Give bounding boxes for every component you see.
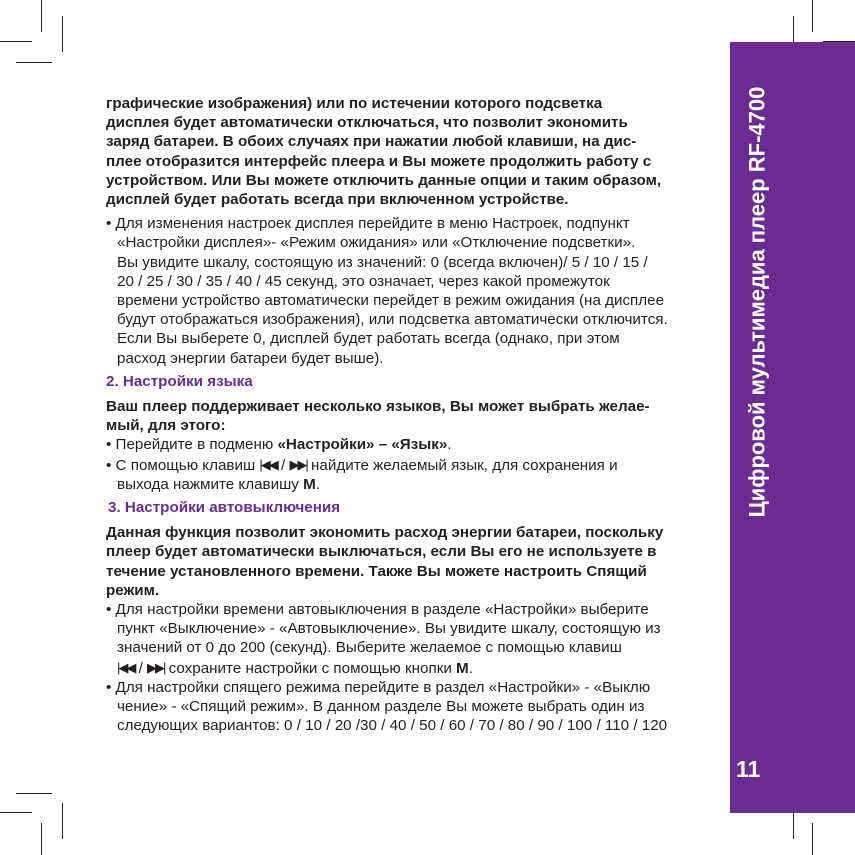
side-title-text: Цифровой мультимедиа плеер RF-4700 [744,86,770,518]
menu-path: «Настройки» – «Язык» [277,436,448,454]
section-heading-language: 2. Настройки языка [106,372,253,390]
crop-mark [16,62,52,63]
language-bullet-1 [106,435,706,454]
display-settings-bullet [106,214,706,368]
crop-mark [41,823,42,855]
text-line: • Для настройки спящего режима перейдите в раздел «Настройки» - «Выклю [106,678,651,696]
text-line: устройством. Или Вы можете отключить данные опции и таким образом, [106,171,662,189]
next-track-icon: ▶▶| [147,659,165,675]
text-line: Данная функция позволит экономить расход энергии батареи, поскольку [106,524,664,542]
language-bullet-2: • С помощью клавиш |◀◀ / ▶▶| найдите желаемый язык, для сохранения и выхода нажмите клавишу M. [106,456,618,493]
text-line: течение установленного времени. Также Вы можете настроить Спящий [106,562,647,580]
text-line: Если Вы выберете 0, дисплей будет работать всегда (однако, при этом [117,330,620,348]
text-line: расход энергии батареи будет выше). [117,349,384,367]
page-number: 11 [736,756,761,782]
key-label: M [456,659,469,677]
text-fragment: . [315,475,320,493]
text-fragment: сохраните настройки с помощью кнопки [164,659,457,677]
autooff-intro [106,523,706,600]
text-line: пункт «Выключение» - «Автовыключение». Вы увидите шкалу, состоящую из [117,620,661,638]
autooff-bullet-1: • Для настройки времени автовыключения в разделе «Настройки» выберите пункт «Выключение» - «Автовыключение». Вы увидите шкалу, состоящую из значений от 0 до 200 (секунд). Выберите желаемое с помощью клавиш |◀◀ / ▶▶| сохраните настройки с помощью кнопки M. [106,600,706,678]
text-fragment: • Перейдите в подменю [106,436,278,454]
text-line: плеер будет автоматически выключаться, если Вы его не используете в [106,543,657,561]
crop-mark [812,823,813,855]
text-line: времени устройство автоматически перейдет в режим ожидания (на дисплее [117,292,665,310]
text-fragment: . [447,436,452,454]
autooff-bullet-2 [106,678,706,736]
text-fragment: выхода нажмите клавишу [117,475,304,493]
text-line: Ваш плеер поддерживает несколько языков, Вы может выбрать желае- [106,398,650,416]
language-intro [106,397,706,435]
text-line: следующих вариантов: 0 / 10 / 20 /30 / 40 / 50 / 60 / 70 / 80 / 90 / 100 / 110 / 120 [117,717,668,735]
crop-mark [812,0,813,32]
next-track-icon: ▶▶| [289,456,307,472]
page-body [106,94,706,736]
text-line: • Для настройки времени автовыключения в разделе «Настройки» выберите [106,601,649,619]
prev-track-icon: |◀◀ [259,456,277,472]
crop-mark [62,16,63,52]
text-line: плее отобразится интерфейс плеера и Вы можете продолжить работу с [106,152,652,170]
crop-mark [62,803,63,839]
text-line: дисплея будет автоматически отключаться, что позволит экономить [106,114,628,132]
intro-paragraph [106,94,706,209]
key-label: M [303,475,316,493]
text-line: будут отображаться изображения), или подсветка автоматически отключится. [117,311,668,329]
text-line: 20 / 25 / 30 / 35 / 40 / 45 секунд, это означает, через какой промежуток [117,272,610,290]
text-line: режим. [106,581,160,599]
text-line: «Настройки дисплея»- «Режим ожидания» или «Отключение подсветки». [117,234,636,252]
prev-track-icon: |◀◀ [117,659,135,675]
side-title [727,86,787,518]
text-line: значений от 0 до 200 (секунд). Выберите желаемое с помощью клавиш [117,639,622,657]
crop-mark [16,793,52,794]
text-line: • Для изменения настроек дисплея перейдите в меню Настроек, подпункт [106,215,630,233]
text-line: Вы увидите шкалу, состоящую из значений: 0 (всегда включен)/ 5 / 10 / 15 / [117,253,648,271]
section-heading-autooff [108,498,706,517]
text-line: дисплей будет работать всегда при включенном устройстве. [106,191,569,209]
crop-mark [0,41,32,42]
text-line: чение» - «Спящий режим». В данном разделе Вы можете выбрать один из [117,698,645,716]
text-line: мый, для этого: [106,417,226,435]
text-fragment: . [468,659,473,677]
text-line: графические изображения) или по истечении которого подсветка [106,95,603,112]
text-fragment: найдите желаемый язык, для сохранения и [306,456,618,474]
text-line: заряд батареи. В обоих случаях при нажатии любой клавиши, на дис- [106,133,637,151]
text-fragment: • С помощью клавиш [106,456,260,474]
crop-mark [0,812,32,813]
heading-text: 3. Настройки автовыключения [108,499,341,517]
crop-mark [41,0,42,32]
